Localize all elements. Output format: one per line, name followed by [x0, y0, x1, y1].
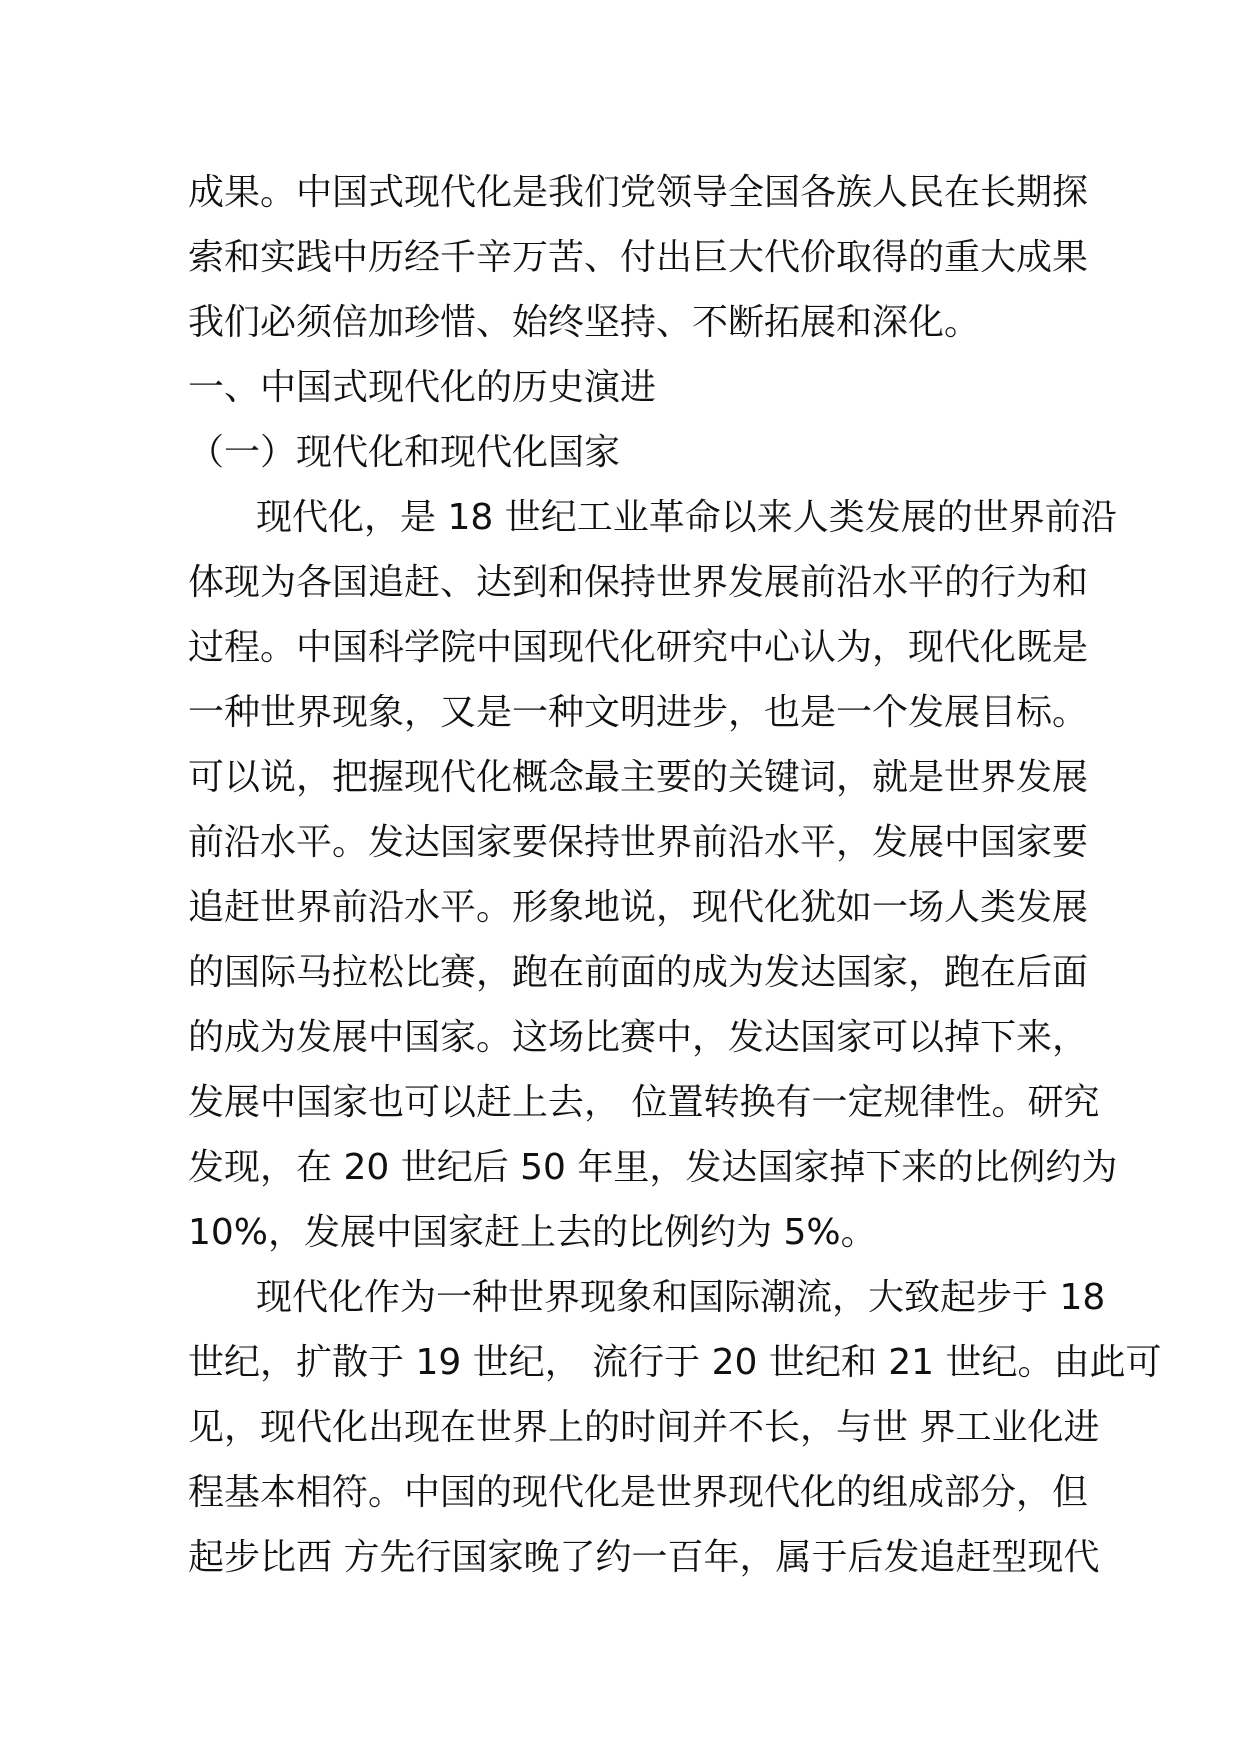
paragraph-line: 过程。中国科学院中国现代化研究中心认为，现代化既是	[188, 627, 1089, 668]
paragraph-line: 现代化作为一种世界现象和国际潮流，大致起步于 18	[256, 1277, 1106, 1318]
paragraph-line: 成果。中国式现代化是我们党领导全国各族人民在长期探	[188, 172, 1089, 213]
paragraph-line: 10%，发展中国家赶上去的比例约为 5%。	[188, 1212, 877, 1253]
paragraph-line: 现代化，是 18 世纪工业革命以来人类发展的世界前沿	[256, 497, 1117, 538]
paragraph-line: 可以说，把握现代化概念最主要的关键词，就是世界发展	[188, 757, 1089, 798]
paragraph-line: 的成为发展中国家。这场比赛中，发达国家可以掉下来，	[188, 1017, 1089, 1058]
paragraph-line: 起步比西 方先行国家晚了约一百年，属于后发追赶型现代	[188, 1537, 1100, 1578]
document-body	[188, 160, 1162, 1590]
paragraph-line: 追赶世界前沿水平。形象地说，现代化犹如一场人类发展	[188, 887, 1089, 928]
paragraph-line: 程基本相符。中国的现代化是世界现代化的组成部分，但	[188, 1472, 1089, 1513]
section-heading: 一、中国式现代化的历史演进	[188, 367, 657, 408]
paragraph-line: 体现为各国追赶、达到和保持世界发展前沿水平的行为和	[188, 562, 1089, 603]
paragraph-line: 前沿水平。发达国家要保持世界前沿水平，发展中国家要	[188, 822, 1089, 863]
paragraph-line: 世纪，扩散于 19 世纪， 流行于 20 世纪和 21 世纪。由此可	[188, 1342, 1162, 1383]
subsection-heading: （一）现代化和现代化国家	[188, 432, 621, 473]
paragraph-line: 索和实践中历经千辛万苦、付出巨大代价取得的重大成果	[188, 237, 1089, 278]
paragraph-line: 见，现代化出现在世界上的时间并不长，与世 界工业化进	[188, 1407, 1100, 1448]
paragraph-line: 一种世界现象，又是一种文明进步，也是一个发展目标。	[188, 692, 1089, 733]
paragraph-line: 我们必须倍加珍惜、始终坚持、不断拓展和深化。	[188, 302, 981, 343]
paragraph-line: 发展中国家也可以赶上去， 位置转换有一定规律性。研究	[188, 1082, 1100, 1123]
paragraph-line: 发现，在 20 世纪后 50 年里，发达国家掉下来的比例约为	[188, 1147, 1118, 1188]
paragraph-line: 的国际马拉松比赛，跑在前面的成为发达国家，跑在后面	[188, 952, 1089, 993]
